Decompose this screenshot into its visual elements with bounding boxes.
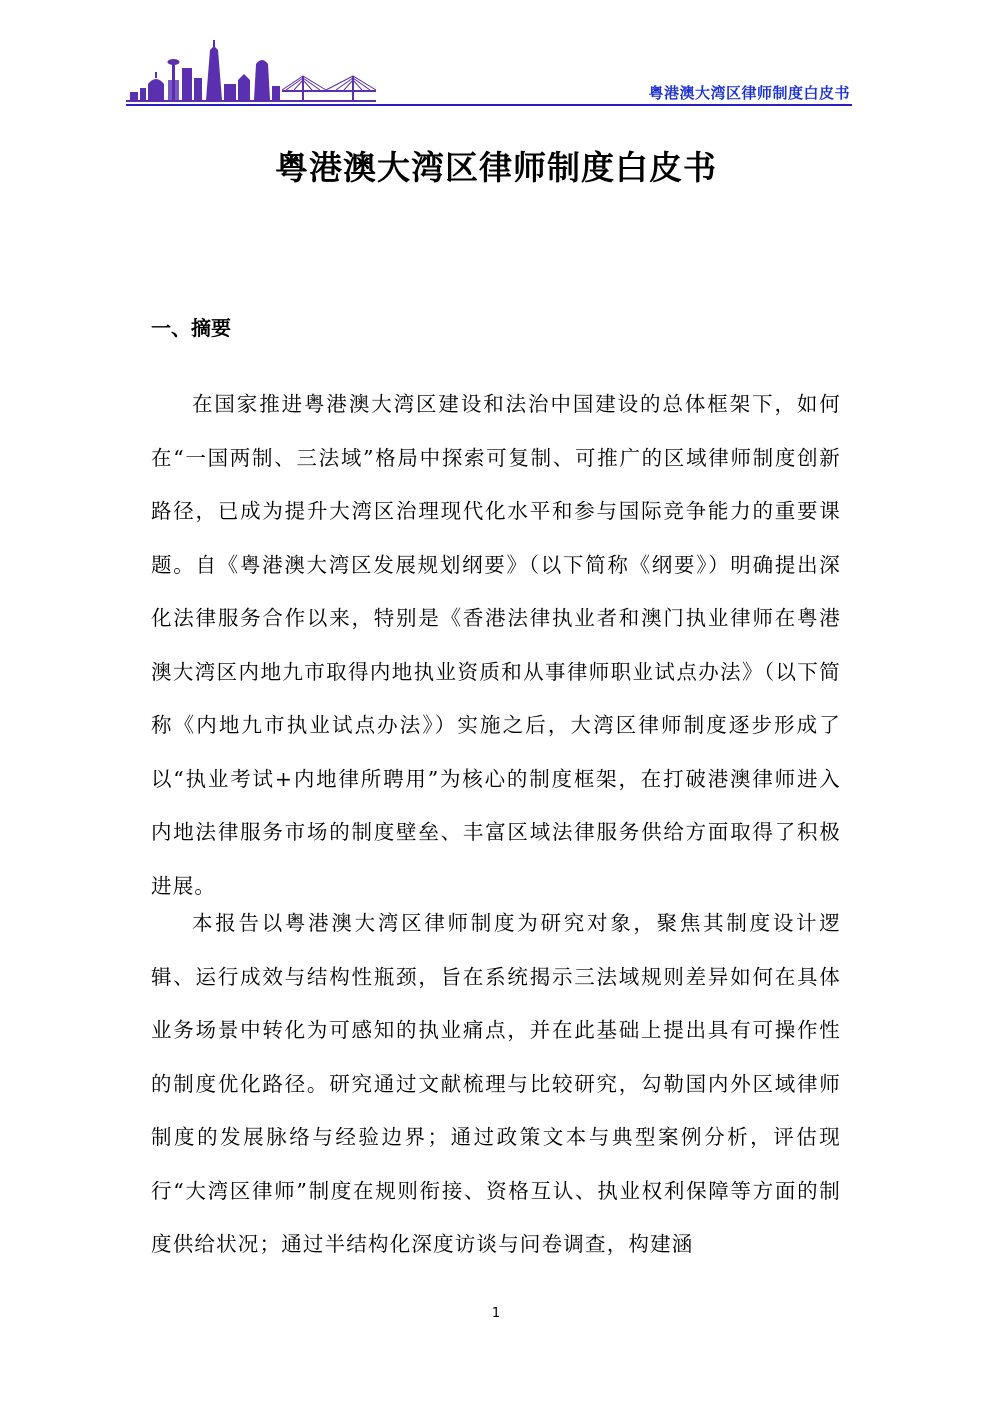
paragraph: 在国家推进粤港澳大湾区建设和法治中国建设的总体框架下，如何在“一国两制、三法域”格局中探索可复制、可推广的区域律师制度创新路径，已成为提升大湾区治理现代化水平和参与国际竞争能力的重要课题。自《粤港澳大湾区发展规划纲要》（以下简称《纲要》）明确提出深化法律服务合作以来，特别是《香港法律执业者和澳门执业律师在粤港澳大湾区内地九市取得内地执业资质和从事律师职业试点办法》（以下简称《内地九市执业试点办法》）实施之后，大湾区律师制度逐步形成了以“执业考试+内地律所聘用”为核心的制度框架，在打破港澳律师进入内地法律服务市场的制度壁垒、丰富区域法律服务供给方面取得了积极进展。 <box>151 392 841 898</box>
section-heading-abstract: 一、摘要 <box>151 316 231 340</box>
page-header <box>126 40 852 106</box>
page-number: 1 <box>491 1306 501 1321</box>
city-skyline-logo <box>126 40 386 104</box>
document-title: 粤港澳大湾区律师制度白皮书 <box>275 148 717 187</box>
header-title: 粤港澳大湾区律师制度白皮书 <box>648 84 850 102</box>
paragraph: 本报告以粤港澳大湾区律师制度为研究对象，聚焦其制度设计逻辑、运行成效与结构性瓶颈，旨在系统揭示三法域规则差异如何在具体业务场景中转化为可感知的执业痛点，并在此基础上提出具有可操作性的制度优化路径。研究通过文献梳理与比较研究，勾勒国内外区域律师制度的发展脉络与经验边界；通过政策文本与典型案例分析，评估现行“大湾区律师”制度在规则衔接、资格互认、执业权利保障等方面的制度供给状况；通过半结构化深度访谈与问卷调查，构建涵 <box>151 911 841 1256</box>
header-divider <box>126 104 852 106</box>
